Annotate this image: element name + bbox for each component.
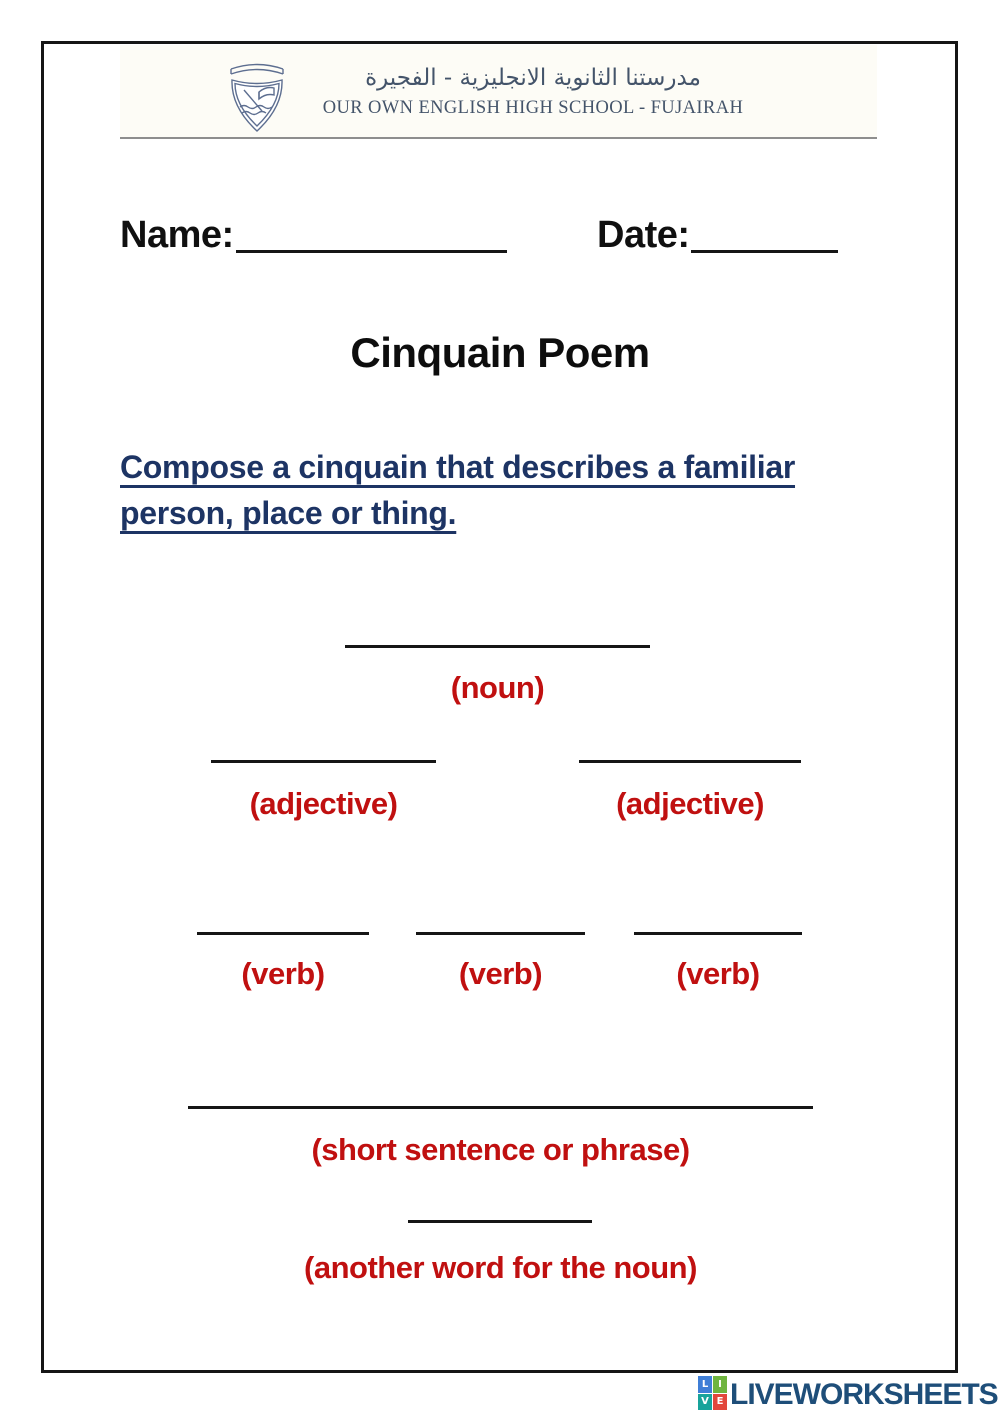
logo-square-l: L: [698, 1376, 712, 1393]
date-blank[interactable]: [691, 250, 838, 253]
noun-blank[interactable]: [345, 645, 650, 648]
adjective-label-1: (adjective): [249, 786, 398, 821]
verb-blank-1[interactable]: [197, 932, 369, 935]
school-crest-icon: [224, 59, 290, 135]
logo-square-e: E: [713, 1394, 727, 1411]
name-blank[interactable]: [236, 250, 507, 253]
logo-square-v: V: [698, 1394, 712, 1411]
verb-label-1: (verb): [241, 956, 325, 991]
instruction-text: [120, 444, 900, 536]
noun-label: (noun): [450, 670, 545, 705]
phrase-label: (short sentence or phrase): [311, 1132, 690, 1167]
verb-label-3: (verb): [676, 956, 760, 991]
verb-blank-3[interactable]: [634, 932, 802, 935]
verb-label-2: (verb): [458, 956, 543, 991]
synonym-blank[interactable]: [408, 1220, 592, 1223]
date-label: Date:: [597, 214, 690, 256]
adjective-blank-2[interactable]: [579, 760, 801, 763]
school-name-arabic: مدرستنا الثانوية الانجليزية - الفجيرة: [365, 65, 701, 91]
verb-blank-2[interactable]: [416, 932, 585, 935]
adjective-blank-1[interactable]: [211, 760, 436, 763]
page-title: Cinquain Poem: [350, 329, 650, 376]
synonym-label: (another word for the noun): [304, 1250, 697, 1285]
instruction-line-2: person, place or thing.: [120, 495, 457, 531]
instruction-line-1: Compose a cinquain that describes a familiar: [120, 449, 796, 485]
adjective-label-2: (adjective): [616, 786, 764, 821]
logo-square-i: I: [713, 1376, 727, 1393]
phrase-blank[interactable]: [188, 1106, 813, 1109]
school-header: [120, 45, 877, 139]
school-name-english: OUR OWN ENGLISH HIGH SCHOOL - FUJAIRAH: [322, 98, 744, 118]
name-label: Name:: [120, 214, 234, 256]
liveworksheets-brand[interactable]: LIVEWORKSHEETS: [730, 1378, 998, 1411]
liveworksheets-logo-icon[interactable]: [698, 1376, 727, 1410]
school-name-block: [298, 65, 768, 119]
